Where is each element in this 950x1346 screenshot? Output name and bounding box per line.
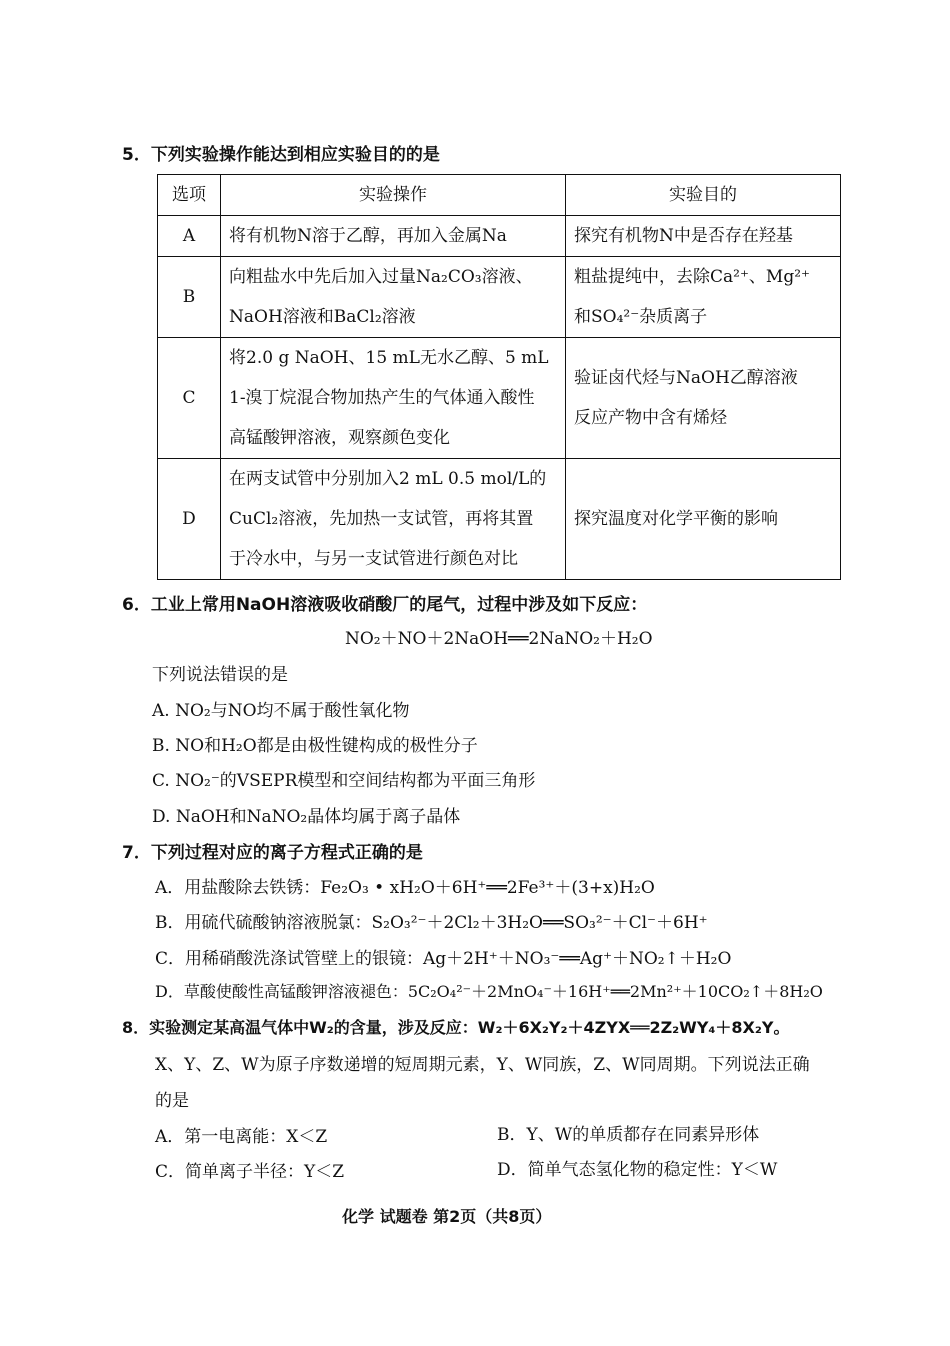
goal-line: 反应产物中含有烯烃: [574, 408, 727, 428]
table-row: [158, 338, 841, 459]
q8-option-a: A．第一电离能：X＜Z: [155, 1127, 328, 1147]
q6-option-c: C. NO₂⁻的VSEPR模型和空间结构都为平面三角形: [152, 771, 536, 791]
q6-title: 6．工业上常用NaOH溶液吸收硝酸厂的尾气，过程中涉及如下反应：: [122, 595, 648, 615]
q5-title: 5．下列实验操作能达到相应实验目的的是: [122, 145, 440, 165]
row-option: B: [158, 257, 221, 338]
row-goal: [566, 216, 841, 257]
goal-line: 粗盐提纯中，去除Ca²⁺、Mg²⁺: [574, 267, 811, 287]
row-operation: [221, 459, 566, 580]
table-row: [158, 257, 841, 338]
q8-line-3: 的是: [155, 1091, 189, 1111]
q8-option-d: D．简单气态氢化物的稳定性：Y＜W: [497, 1160, 778, 1180]
q6-option-a: A. NO₂与NO均不属于酸性氧化物: [152, 701, 410, 721]
operation-line: CuCl₂溶液，先加热一支试管，再将其置: [229, 509, 534, 529]
row-operation: [221, 216, 566, 257]
table-row: [158, 459, 841, 580]
row-operation: [221, 257, 566, 338]
operation-line: 在两支试管中分别加入2 mL 0.5 mol/L的: [229, 469, 547, 489]
operation-line: 将有机物N溶于乙醇，再加入金属Na: [229, 226, 507, 246]
row-goal: [566, 338, 841, 459]
goal-line: 探究温度对化学平衡的影响: [574, 509, 778, 529]
row-option: D: [158, 459, 221, 580]
goal-line: 验证卤代烃与NaOH乙醇溶液: [574, 368, 798, 388]
q6-option-d: D. NaOH和NaNO₂晶体均属于离子晶体: [152, 807, 461, 827]
row-option: A: [158, 216, 221, 257]
q8-title: 8．实验测定某高温气体中W₂的含量，涉及反应：W₂＋6X₂Y₂＋4ZYX══2Z₂WY₄＋8X₂Y。: [122, 1018, 790, 1037]
q7-option-d: D．草酸使酸性高锰酸钾溶液褪色：5C₂O₄²⁻＋2MnO₄⁻＋16H⁺══2Mn²⁺＋10CO₂↑＋8H₂O: [155, 982, 823, 1001]
header-operation: 实验操作: [221, 175, 566, 216]
operation-line: 向粗盐水中先后加入过量Na₂CO₃溶液、: [229, 267, 533, 287]
page-footer: 化学 试题卷 第2页（共8页）: [342, 1207, 552, 1226]
q6-option-b: B. NO和H₂O都是由极性键构成的极性分子: [152, 736, 478, 756]
operation-line: 于冷水中，与另一支试管进行颜色对比: [229, 549, 518, 569]
q7-title: 7．下列过程对应的离子方程式正确的是: [122, 843, 423, 863]
q8-option-b: B．Y、W的单质都存在同素异形体: [497, 1125, 760, 1145]
table-header-row: [158, 175, 841, 216]
q7-option-c: C．用稀硝酸洗涤试管壁上的银镜：Ag＋2H⁺＋NO₃⁻══Ag⁺＋NO₂↑＋H₂O: [155, 949, 732, 969]
operation-line: 将2.0 g NaOH、15 mL无水乙醇、5 mL: [229, 348, 549, 368]
goal-line: 和SO₄²⁻杂质离子: [574, 307, 708, 327]
operation-line: NaOH溶液和BaCl₂溶液: [229, 307, 416, 327]
row-option: C: [158, 338, 221, 459]
q6-equation: NO₂＋NO＋2NaOH══2NaNO₂＋H₂O: [345, 629, 653, 649]
header-goal: 实验目的: [566, 175, 841, 216]
operation-line: 1-溴丁烷混合物加热产生的气体通入酸性: [229, 388, 535, 408]
q8-line-2: X、Y、Z、W为原子序数递增的短周期元素，Y、W同族，Z、W同周期。下列说法正确: [155, 1055, 810, 1075]
experiment-table: [157, 174, 841, 580]
row-operation: [221, 338, 566, 459]
q7-option-b: B．用硫代硫酸钠溶液脱氯：S₂O₃²⁻＋2Cl₂＋3H₂O══SO₃²⁻＋Cl⁻＋6H⁺: [155, 913, 708, 933]
q6-prompt: 下列说法错误的是: [152, 665, 288, 685]
row-goal: [566, 459, 841, 580]
table-row: [158, 216, 841, 257]
q7-option-a: A．用盐酸除去铁锈：Fe₂O₃ • xH₂O＋6H⁺══2Fe³⁺＋(3+x)H₂O: [155, 878, 655, 898]
row-goal: [566, 257, 841, 338]
q8-option-c: C．简单离子半径：Y＜Z: [155, 1162, 345, 1182]
operation-line: 高锰酸钾溶液，观察颜色变化: [229, 428, 450, 448]
header-option: 选项: [158, 175, 221, 216]
goal-line: 探究有机物N中是否存在羟基: [574, 226, 793, 246]
